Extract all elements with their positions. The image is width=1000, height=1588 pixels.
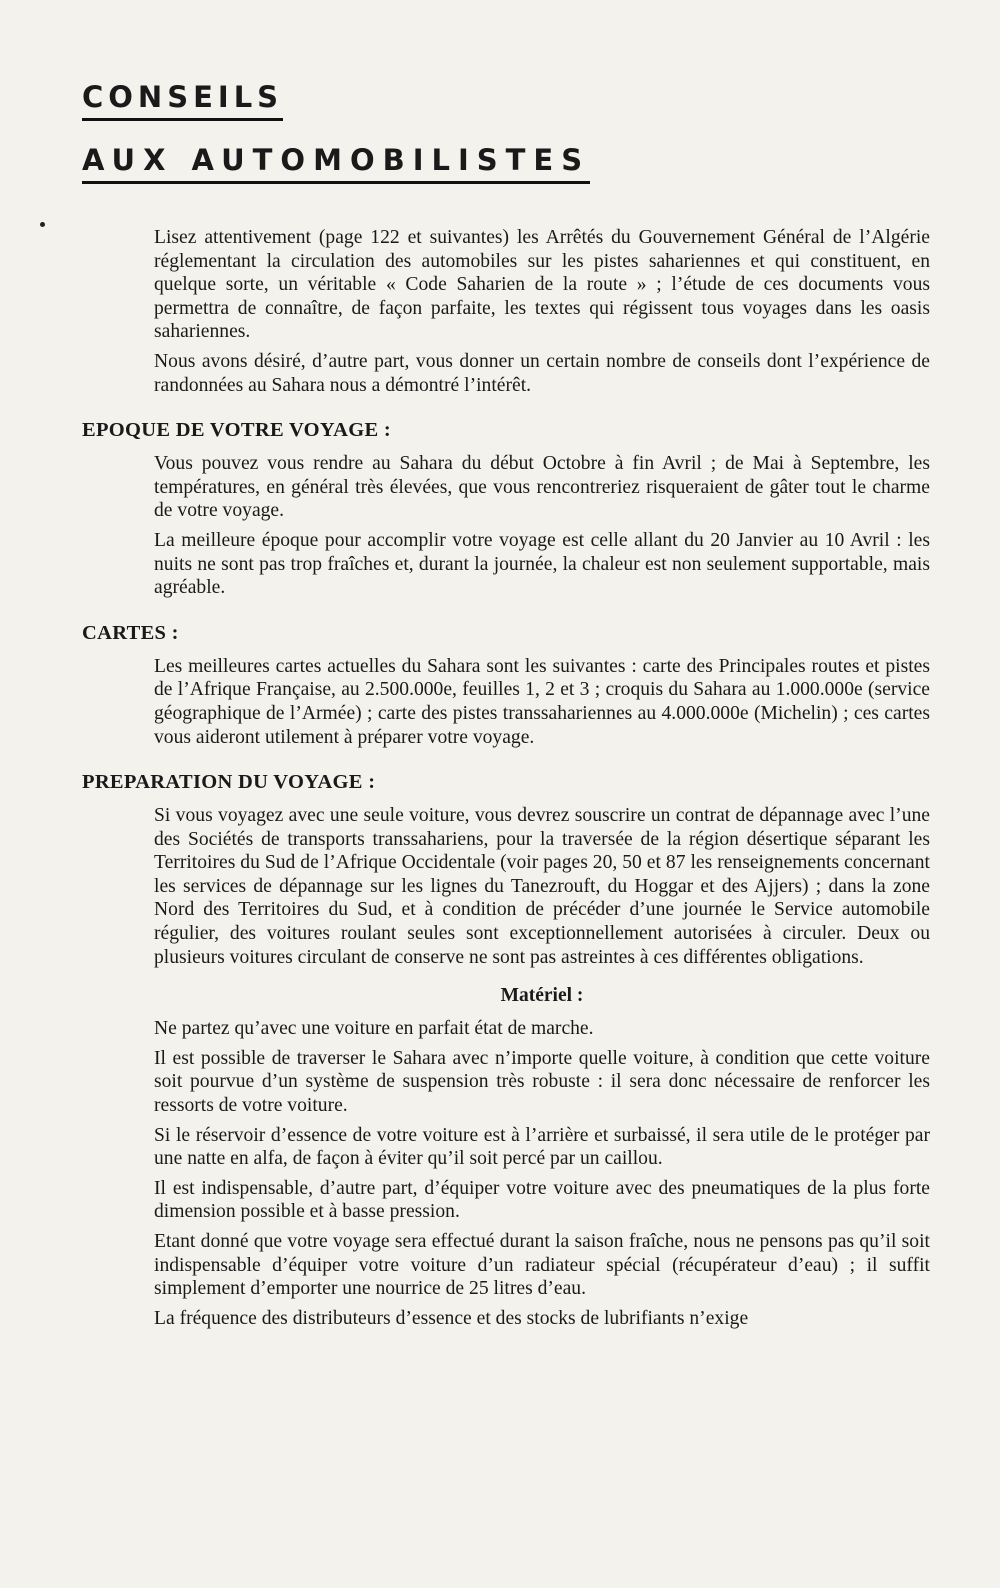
materiel-paragraph-6: La fréquence des distributeurs d’essence et des stocks de lubrifiants n’exige [154, 1307, 749, 1329]
preparation-paragraph-1: Si vous voyagez avec une seule voiture, vous devrez souscrire un contrat de dépannage avec l’une des Sociétés de transports transsahariens, pour la traversée de la région désertique séparant les Territoires du Sud de l’Afrique Occidentale (voir pages 20, 50 et 87 les renseignements concernant les services de dépannage sur les lignes du Tanezrouft, du Hoggar et des Ajjers) ; dans la zone Nord des Territoires du Sud, et à condition de précéder d’une journée le Service automobile régulier, des voitures roulant seules sont exceptionnellement autorisées à circuler. Deux ou plusieurs voitures circulant de conserve ne sont pas astreintes à ces différentes obligations. [154, 805, 930, 968]
title-line-1: CONSEILS [82, 80, 283, 121]
section-body-epoque [154, 452, 930, 600]
materiel-paragraph-2: Il est possible de traverser le Sahara avec n’importe quelle voiture, à condition que cette voiture soit pourvue d’un système de suspension très robuste : il sera donc nécessaire de renforcer les ressorts de votre voiture. [154, 1047, 930, 1117]
section-heading-epoque: EPOQUE DE VOTRE VOYAGE : [82, 419, 392, 442]
subheading-materiel: Matériel : [500, 985, 584, 1007]
materiel-paragraph-4: Il est indispensable, d’autre part, d’équiper votre voiture avec des pneumatiques de la plus forte dimension possible et à basse pression. [154, 1177, 930, 1223]
margin-dot [40, 222, 45, 227]
intro-block [154, 226, 930, 397]
cartes-paragraph-1: Les meilleures cartes actuelles du Sahara sont les suivantes : carte des Principales routes et pistes de l’Afrique Française, au 2.500.000e, feuilles 1, 2 et 3 ; croquis du Sahara au 1.000.000e (service géographique de l’Armée) ; carte des pistes transsahariennes au 4.000.000e (Michelin) ; ces cartes vous aideront utilement à préparer votre voyage. [154, 655, 930, 748]
materiel-paragraph-1: Ne partez qu’avec une voiture en parfait état de marche. [154, 1018, 594, 1040]
section-heading-preparation: PREPARATION DU VOYAGE : [82, 771, 376, 794]
intro-paragraph-1: Lisez attentivement (page 122 et suivantes) les Arrêtés du Gouvernement Général de l’Algérie réglementant la circulation des automobiles sur les pistes sahariennes et qui constituent, en quelque sorte, un véritable « Code Saharien de la route » ; l’étude de ces documents vous permettra de connaître, de façon parfaite, les textes qui régissent tous voyages dans les oasis sahariennes. [154, 227, 930, 343]
epoque-paragraph-2: La meilleure époque pour accomplir votre voyage est celle allant du 20 Janvier au 10 Avril : les nuits ne sont pas trop fraîches et, durant la journée, la chaleur est non seulement supportable, mais agréable. [154, 529, 930, 599]
title-block [82, 80, 590, 184]
section-body-cartes [154, 655, 930, 749]
title-line-2: AUX AUTOMOBILISTES [82, 143, 590, 184]
section-heading-cartes: CARTES : [82, 621, 179, 644]
section-body-materiel [154, 1017, 930, 1330]
materiel-paragraph-5: Etant donné que votre voyage sera effectué durant la saison fraîche, nous ne pensons pas qu’il soit indispensable d’équiper votre voiture d’un radiateur spécial (récupérateur d’eau) ; il suffit simplement d’emporter une nourrice de 25 litres d’eau. [154, 1231, 930, 1300]
intro-paragraph-2: Nous avons désiré, d’autre part, vous donner un certain nombre de conseils dont l’expérience de randonnées au Sahara nous a démontré l’intérêt. [154, 350, 930, 396]
materiel-paragraph-3: Si le réservoir d’essence de votre voiture est à l’arrière et surbaissé, il sera utile de le protéger par une natte en alfa, de façon à éviter qu’il soit percé par un caillou. [154, 1124, 930, 1170]
section-body-preparation [154, 804, 930, 969]
main-content [82, 226, 930, 1336]
epoque-paragraph-1: Vous pouvez vous rendre au Sahara du début Octobre à fin Avril ; de Mai à Septembre, les températures, en général très élevées, que vous rencontreriez risqueraient de gâter tout le charme de votre voyage. [154, 453, 930, 522]
